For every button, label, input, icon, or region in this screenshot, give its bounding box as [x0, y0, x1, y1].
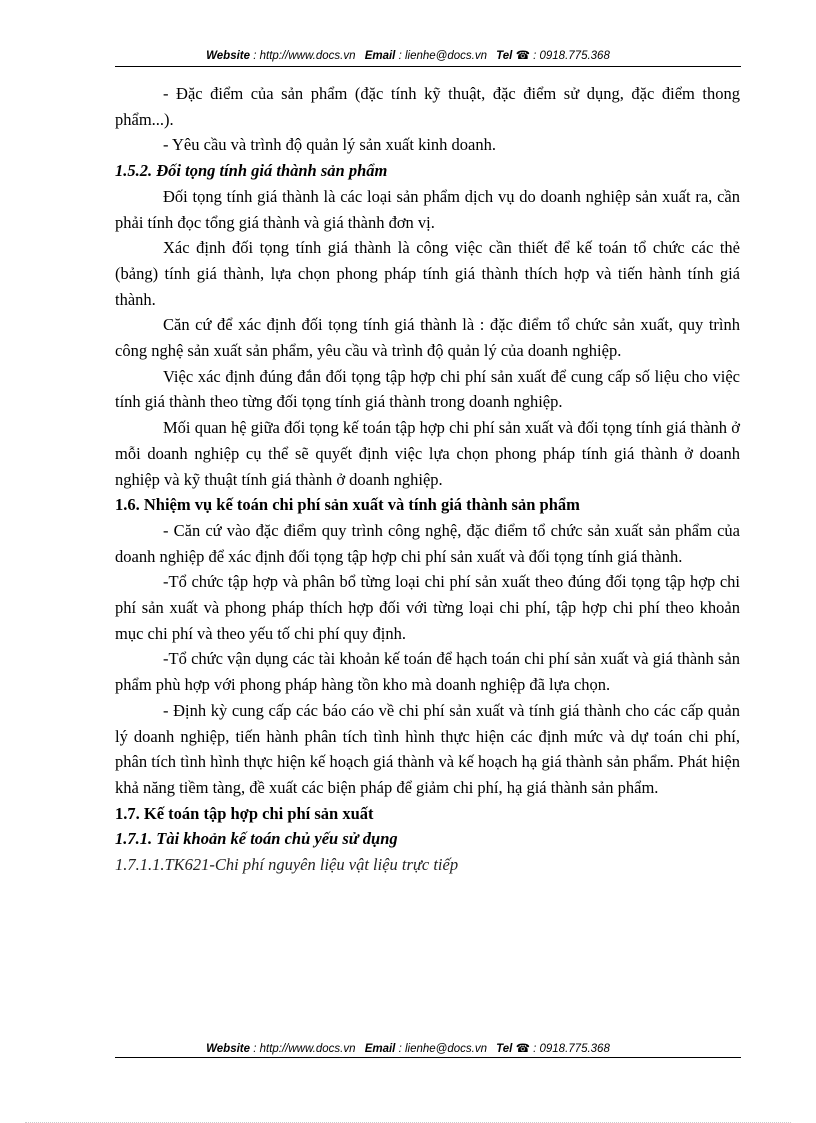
phone-icon: ☎ [515, 50, 530, 62]
paragraph: - Căn cứ vào đặc điểm quy trình công nghệ, đặc điểm tổ chức sản xuất sản phẩm của doanh nghiệp để xác định đối tọng tập hợp chi phí sản xuất và đối tọng tính giá thành. [115, 520, 740, 566]
tel-label: Tel [496, 50, 513, 62]
paragraph: Xác định đối tọng tính giá thành là công việc cần thiết để kế toán tổ chức các thẻ (bảng) tính giá thành, lựa chọn phong pháp tính giá thành thích hợp và tiến hành tính giá thành. [115, 238, 740, 309]
footer-rule [115, 1057, 741, 1058]
paragraph: Việc xác định đúng đắn đối tọng tập hợp chi phí sản xuất để cung cấp số liệu cho việc tính giá thành theo từng đối tọng tính giá thành trong doanh nghiệp. [115, 366, 740, 412]
email-address[interactable]: : lienhe@docs.vn [398, 50, 487, 62]
website-url[interactable]: : http://www.docs.vn [253, 50, 356, 62]
tel-label: Tel [496, 1043, 513, 1055]
header-rule [115, 66, 741, 67]
paragraph: -Tổ chức vận dụng các tài khoản kế toán để hạch toán chi phí sản xuất và giá thành sản phẩm phù hợp với phong pháp hàng tồn kho mà doanh nghiệp đã lựa chọn. [115, 649, 740, 695]
email-address[interactable]: : lienhe@docs.vn [398, 1043, 487, 1055]
section-heading-1-7-1: 1.7.1. Tài khoản kế toán chủ yếu sử dụng [115, 829, 398, 849]
section-heading-1-6: 1.6. Nhiệm vụ kế toán chi phí sản xuất và tính giá thành sản phẩm [115, 495, 580, 515]
website-label: Website [206, 50, 251, 62]
paragraph: Đối tọng tính giá thành là các loại sản phẩm dịch vụ do doanh nghiệp sản xuất ra, cần phải tính đọc tổng giá thành và giá thành đơn vị. [115, 186, 740, 232]
page-header [0, 48, 816, 62]
paragraph: - Yêu cầu và trình độ quản lý sản xuất kinh doanh. [163, 135, 496, 155]
website-url[interactable]: : http://www.docs.vn [253, 1043, 356, 1055]
document-body [115, 81, 740, 878]
page-footer [0, 1041, 816, 1055]
website-label: Website [206, 1043, 251, 1055]
paragraph: Căn cứ để xác định đối tọng tính giá thành là : đặc điểm tổ chức sản xuất, quy trình công nghệ sản xuất sản phẩm, yêu cầu và trình độ quản lý của doanh nghiệp. [115, 315, 740, 361]
paragraph: - Đặc điểm của sản phẩm (đặc tính kỹ thuật, đặc điểm sử dụng, đặc điểm thong phẩm...). [115, 84, 740, 129]
paragraph: Mối quan hệ giữa đối tọng kế toán tập hợp chi phí sản xuất và đối tọng tính giá thành ở mỗi doanh nghiệp cụ thể sẽ quyết định việc lựa chọn phong pháp tính giá thành ở doanh nghiệp và kỹ thuật tính giá thành ở doanh nghiệp. [115, 418, 740, 489]
tel-number: : 0918.775.368 [533, 50, 610, 62]
section-heading-1-7: 1.7. Kế toán tập hợp chi phí sản xuất [115, 803, 374, 823]
paragraph: -Tổ chức tập hợp và phân bổ từng loại chi phí sản xuất theo đúng đối tọng tập hợp chi phí sản xuất và phong pháp thích hợp đối với từng loại chi phí, tập hợp chi phí theo khoản mục chi phí và theo yếu tố chi phí quy định. [115, 572, 740, 643]
paragraph: - Định kỳ cung cấp các báo cáo về chi phí sản xuất và tính giá thành cho các cấp quản lý doanh nghiệp, tiến hành phân tích tình hình thực hiện các định mức và dự toán chi phí, phân tích tình hình thực hiện kế hoạch giá thành và kế hoạch hạ giá thành sản phẩm. Phát hiện khả năng tiềm tàng, đề xuất các biện pháp để giảm chi phí, hạ giá thành sản phẩm. [115, 700, 740, 797]
email-label: Email [364, 1043, 396, 1055]
tel-number: : 0918.775.368 [533, 1043, 610, 1055]
section-heading-1-7-1-1: 1.7.1.1.TK621-Chi phí nguyên liệu vật liệu trực tiếp [115, 855, 459, 875]
phone-icon: ☎ [515, 1043, 530, 1055]
section-heading-1-5-2: 1.5.2. Đối tọng tính giá thành sản phẩm [115, 161, 388, 181]
email-label: Email [364, 50, 396, 62]
